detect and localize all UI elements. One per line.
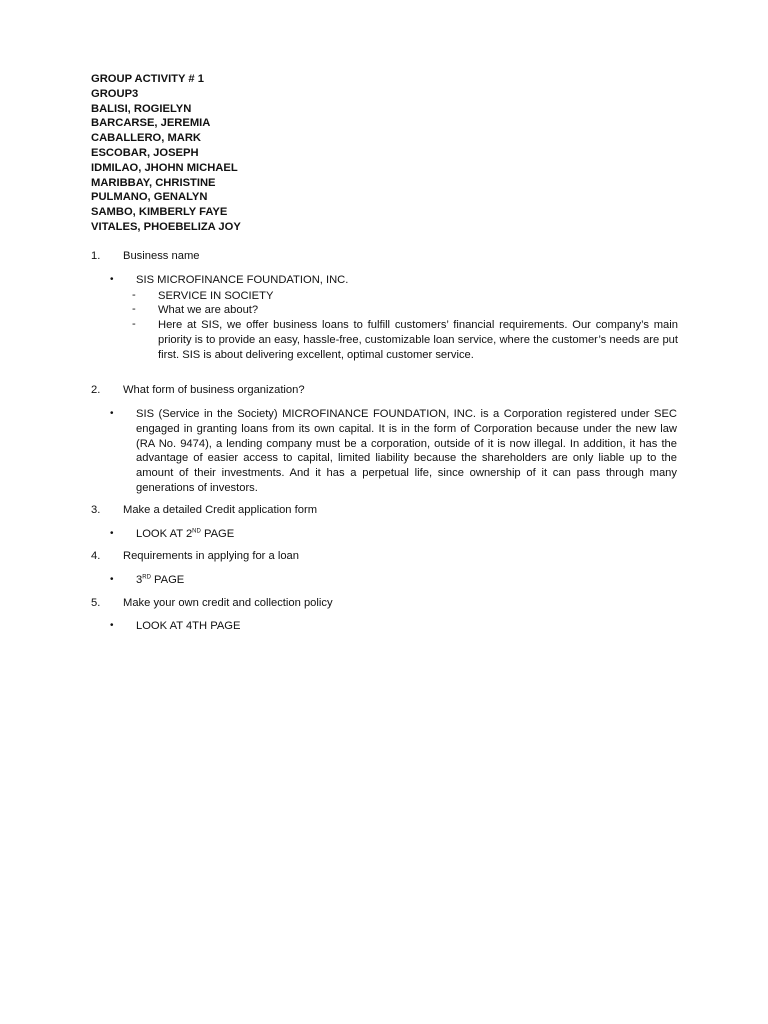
member-name: IDMILAO, JHOHN MICHAEL bbox=[91, 161, 238, 174]
dash-text: SERVICE IN SOCIETY bbox=[158, 290, 274, 302]
section-number: 1. bbox=[91, 250, 101, 262]
bullet-text-tail: PAGE bbox=[200, 528, 235, 540]
member-name: VITALES, PHOEBELIZA JOY bbox=[91, 220, 241, 233]
section-title: Requirements in applying for a loan bbox=[123, 550, 299, 562]
bullet-icon: • bbox=[110, 528, 114, 539]
bullet-text-main: 3 bbox=[136, 574, 143, 586]
ordinal-suffix: ND bbox=[192, 528, 201, 535]
activity-title: GROUP ACTIVITY # 1 bbox=[91, 73, 204, 85]
member-name: PULMANO, GENALYN bbox=[91, 191, 208, 204]
bullet-text: LOOK AT 4TH PAGE bbox=[136, 620, 241, 632]
dash-icon: - bbox=[132, 289, 136, 301]
section-number: 3. bbox=[91, 504, 101, 516]
bullet-text bbox=[136, 574, 184, 586]
bullet-text bbox=[136, 528, 234, 540]
group-header bbox=[91, 72, 241, 235]
bullet-text: SIS MICROFINANCE FOUNDATION, INC. bbox=[136, 274, 349, 286]
section-number: 2. bbox=[91, 384, 101, 396]
member-name: ESCOBAR, JOSEPH bbox=[91, 146, 199, 159]
section-title: What form of business organization? bbox=[123, 384, 305, 396]
bullet-icon: • bbox=[110, 574, 114, 585]
bullet-text-tail: PAGE bbox=[150, 574, 185, 586]
dash-icon: - bbox=[132, 303, 136, 315]
section-title: Business name bbox=[123, 250, 200, 262]
section-title: Make a detailed Credit application form bbox=[123, 504, 318, 516]
member-name: BALISI, ROGIELYN bbox=[91, 102, 192, 115]
section-2-paragraph: SIS (Service in the Society) MICROFINANCE FOUNDATION, INC. is a Corporation registered under SEC engaged in granting loans from its own capital. It is in the form of Corporation because under the new law (RA No. 9474), a lending company must be a corporation, outside of it is now illegal. In addition, it has the advantage of easier access to capital, limited liability because the shareholders are only liable up to the amount of their investments. And it has a perpetual life, since ownership of it can pass through many generations of investors. bbox=[136, 408, 677, 494]
member-name: BARCARSE, JEREMIA bbox=[91, 117, 211, 130]
member-name: CABALLERO, MARK bbox=[91, 132, 202, 145]
section-number: 5. bbox=[91, 597, 101, 609]
group-label: GROUP3 bbox=[91, 87, 139, 100]
ordinal-suffix: RD bbox=[142, 574, 151, 581]
member-name: SAMBO, KIMBERLY FAYE bbox=[91, 206, 228, 219]
section-title: Make your own credit and collection policy bbox=[123, 597, 333, 609]
bullet-icon: • bbox=[110, 620, 114, 631]
dash-text: What we are about? bbox=[158, 304, 259, 316]
bullet-icon: • bbox=[110, 408, 114, 419]
bullet-text-main: LOOK AT 2 bbox=[136, 528, 193, 540]
member-name: MARIBBAY, CHRISTINE bbox=[91, 176, 216, 189]
dash-paragraph: Here at SIS, we offer business loans to fulfill customers’ financial requirements. Our company’s main priority is to provide an easy, hassle-free, customizable loan service, where the customer’s needs are put first. SIS is about delivering excellent, optimal customer service. bbox=[158, 319, 678, 361]
bullet-icon: • bbox=[110, 274, 114, 285]
dash-icon: - bbox=[132, 318, 136, 330]
section-number: 4. bbox=[91, 550, 101, 562]
